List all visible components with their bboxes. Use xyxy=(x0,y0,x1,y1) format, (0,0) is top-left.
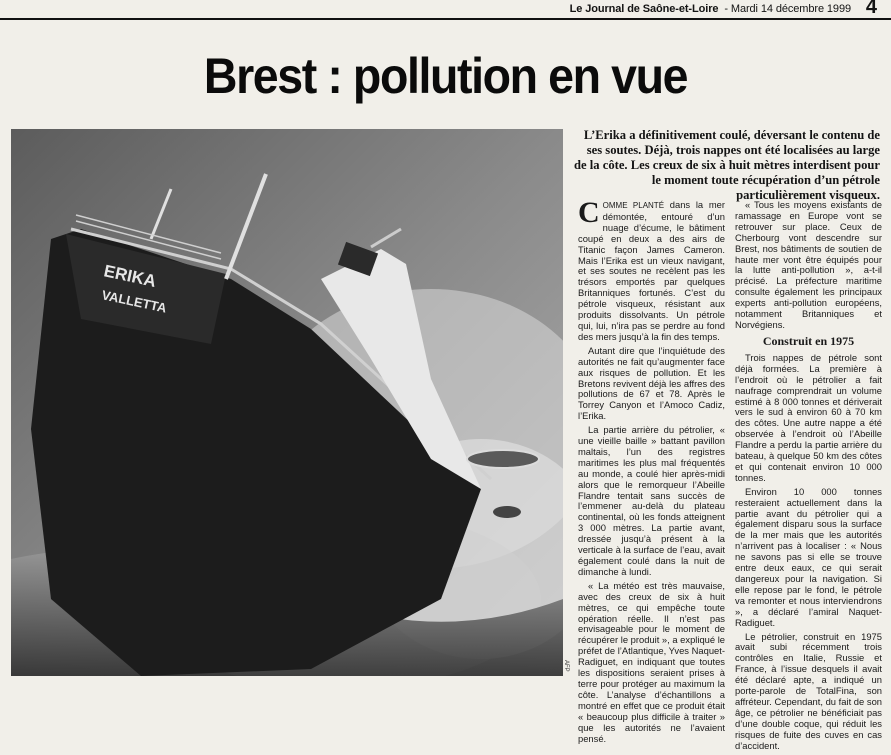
photo-credit: AFP xyxy=(563,660,569,672)
article-column-1 xyxy=(578,196,725,747)
issue-date: - Mardi 14 décembre 1999 xyxy=(724,3,851,15)
masthead xyxy=(570,3,851,15)
article-paragraph: La partie arrière du pétrolier, « une vieille baille » battant pavillon maltais, l’un des registres maritimes les plus mal fréquentés au monde, a coulé hier après-midi alors que le remorqueur l’Abeille Flandre tentait sans succès de l’emmener au-delà du plateau continental, où les fonds atteignent 3 000 mètres. La partie avant, dressée jusqu’à présent à la verticale à la surface de l’eau, avait également coulé dans la nuit de dimanche à lundi. xyxy=(578,424,725,577)
publication-name: Le Journal de Saône-et-Loire xyxy=(569,3,719,15)
paragraph-text: dans la mer démontée, entouré d’un nuage d’écume, le bâtiment coupé en deux a des airs de Titanic façon James Cameron. Mais l’Erika est un vieux navigant, et ses soutes ne recèlent pas les trésors emportés par quelques Britanniques fortunés. C’est du pétrole visqueux, résistant aux produits dissolvants. Un pétrole qui, lui, n’ira pas se perdre au fond des mers jusqu’à la fin des temps. xyxy=(578,199,725,342)
article-paragraph: Environ 10 000 tonnes resteraient actuellement dans la partie avant du pétrolier qui a également disparu sous la surface de la mer mais que les autorités n’arrivent pas à localiser : « Nous ne savons pas si elle se trouve entre deux eaux, ce qui serait dangereux pour la navigation. Si elle repose par le fond, le pétrole va remonter et nous interviendrons », a déclaré l’amiral Naquet-Radiguet. xyxy=(735,485,882,628)
article-paragraph: Le pétrolier, construit en 1975 avait subi récemment trois contrôles en Italie, Russie et France, à l’issue desquels il avait été déclaré apte, a indiqué un porte-parole de TotalFina, son affréteur. Cependant, du fait de son âge, ce pétrolier ne bénéficiait pas d’une double coque, qui réduit les risques de fuite des cuves en cas d’accident. xyxy=(735,630,882,751)
ship-port-text: VALLETTA xyxy=(100,287,169,316)
article-paragraph: « La météo est très mauvaise, avec des creux de six à huit mètres, ce qui empêche toute opération réelle. Il n’est pas envisageable pour le moment de récupérer le produit », a expliqué le préfet de l’Atlantique, Yves Naquet-Radiguet, en indiquant que toutes les dispositions seraient prises à terre pour protéger au maximum la côte. L’analyse d’échantillons a montré en effet que ce produit était « beaucoup plus difficile à traiter » que les autorités ne l’avaient pensé. xyxy=(578,579,725,744)
sinking-tanker-illustration xyxy=(11,129,563,676)
news-photo xyxy=(11,129,563,676)
article-paragraph: « Tous les moyens existants de ramassage en Europe vont se retrouver sur place. Ceux de Cherbourg vont descendre sur Brest, nos bâtiments de soutien de haute mer vont être équipés pour la lutte anti-pollution », a-t-il précisé. La préfecture maritime consulte également les principaux experts anti-pollution européens, notamment Britanniques et Norvégiens. xyxy=(735,199,882,330)
article-paragraph: Trois nappes de pétrole sont déjà formées. La première à l’endroit où le pétrolier a fait naufrage comprendrait un volume estimé à 8 000 tonnes et dériverait vers le sud à environ 60 à 70 km des côtes. Une autre nappe a été observée à l’endroit où l’Abeille Flandre a perdu la partie arrière du bateau, à quelque 50 km des côtes et qui contenait environ 10 000 tonnes. xyxy=(735,351,882,483)
opening-words: OMME PLANTÉ xyxy=(602,201,665,210)
section-subhead: Construit en 1975 xyxy=(762,333,855,348)
article-paragraph xyxy=(578,196,725,343)
article-paragraph: Autant dire que l’inquiétude des autorités ne fait qu’augmenter face aux risques de pollution. Et les Bretons revivent déjà les affres des pollutions de 67 et 78. Après le Torrey Canyon et l’Amoco Cadiz, l’Erika. xyxy=(578,344,725,422)
drop-cap: C xyxy=(578,196,600,229)
article-column-2 xyxy=(735,200,882,755)
ship-name-text: ERIKA xyxy=(102,261,158,291)
masthead-rule xyxy=(0,18,891,20)
article-lede: L’Erika a définitivement coulé, déversant le contenu de ses soutes. Déjà, trois nappes ont été localisées au large de la côte. Les creux de six à huit mètres interdisent pour le moment toute récupération d’un pétrole particulièrement visqueux. xyxy=(574,128,880,202)
headline: Brest : pollution en vue xyxy=(203,48,688,104)
page-number: 4 xyxy=(865,0,877,18)
